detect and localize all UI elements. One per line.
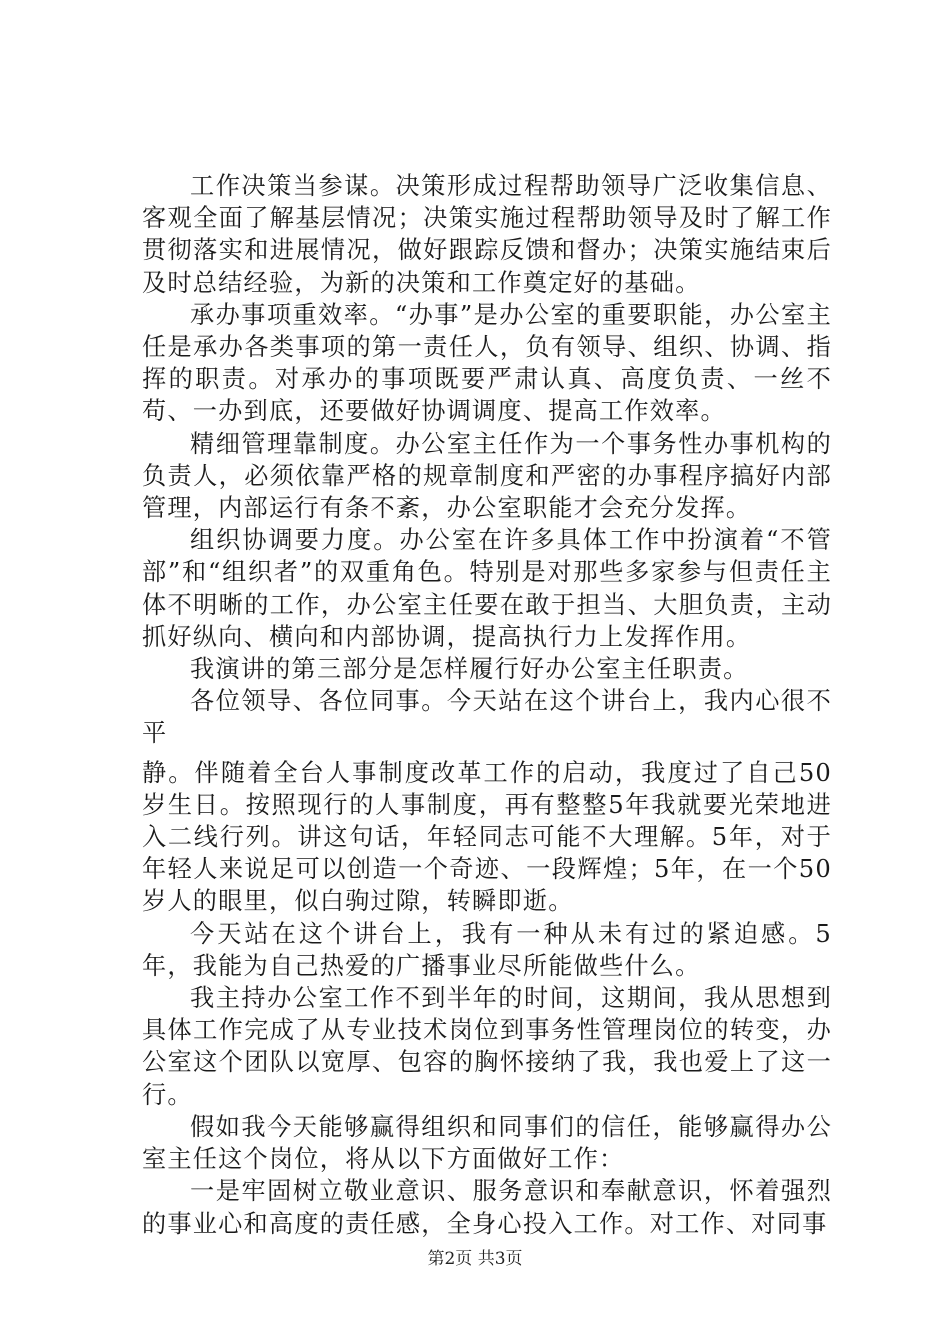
paragraph-efficiency: 承办事项重效率。“办事”是办公室的重要职能，办公室主任是承办各类事项的第一责任人，负有领导、组织、协调、指挥的职责。对承办的事项既要严肃认真、高度负责、一丝不苟、一办到底，还要做好协调调度、提高工作效率。 xyxy=(142,300,832,426)
paragraph-decision-advisor: 工作决策当参谋。决策形成过程帮助领导广泛收集信息、客观全面了解基层情况；决策实施过程帮助领导及时了解工作贯彻落实和进展情况，做好跟踪反馈和督办；决策实施结束后及时总结经验，为新的决策和工作奠定好的基础。 xyxy=(142,172,832,297)
paragraph-part-three: 我演讲的第三部分是怎样履行好办公室主任职责。 xyxy=(190,655,749,684)
paragraph-greeting: 各位领导、各位同事。今天站在这个讲台上，我内心很不平 xyxy=(142,687,832,748)
paragraph-urgency: 今天站在这个讲台上，我有一种从未有过的紧迫感。5年，我能为自己热爱的广播事业尽所能做些什么。 xyxy=(142,919,832,980)
paragraph-experience: 我主持办公室工作不到半年的时间，这期间，我从思想到具体工作完成了从专业技术岗位到事务性管理岗位的转变，办公室这个团队以宽厚、包容的胸怀接纳了我，我也爱上了这一行。 xyxy=(142,984,832,1109)
paragraph-coordination: 组织协调要力度。办公室在许多具体工作中扮演着“不管部”和“组织者”的双重角色。特别是对那些多家参与但责任主体不明晰的工作，办公室主任要在敢于担当、大胆负责，主动抓好纵向、横向和内部协调，提高执行力上发挥作用。 xyxy=(142,526,832,651)
paragraph-greeting-continued: 静。伴随着全台人事制度改革工作的启动，我度过了自己50岁生日。按照现行的人事制度，再有整整5年我就要光荣地进入二线行列。讲这句话，年轻同志可能不大理解。5年，对于年轻人来说足可以创造一个奇迹、一段辉煌；5年，在一个50岁人的眼里，似白驹过隙，转瞬即逝。 xyxy=(142,758,832,916)
page-footer: 第2页 共3页 xyxy=(427,1249,523,1269)
paragraph-management-system: 精细管理靠制度。办公室主任作为一个事务性办事机构的负责人，必须依靠严格的规章制度和严密的办事程序搞好内部管理，内部运行有条不紊，办公室职能才会充分发挥。 xyxy=(142,429,832,523)
paragraph-commitment: 假如我今天能够赢得组织和同事们的信任，能够赢得办公室主任这个岗位，将从以下方面做好工作： xyxy=(142,1112,832,1174)
paragraph-point-one: 一是牢固树立敬业意识、服务意识和奉献意识，怀着强烈的事业心和高度的责任感，全身心投入工作。对工作、对同事 xyxy=(142,1177,832,1238)
document-body xyxy=(142,170,832,1240)
